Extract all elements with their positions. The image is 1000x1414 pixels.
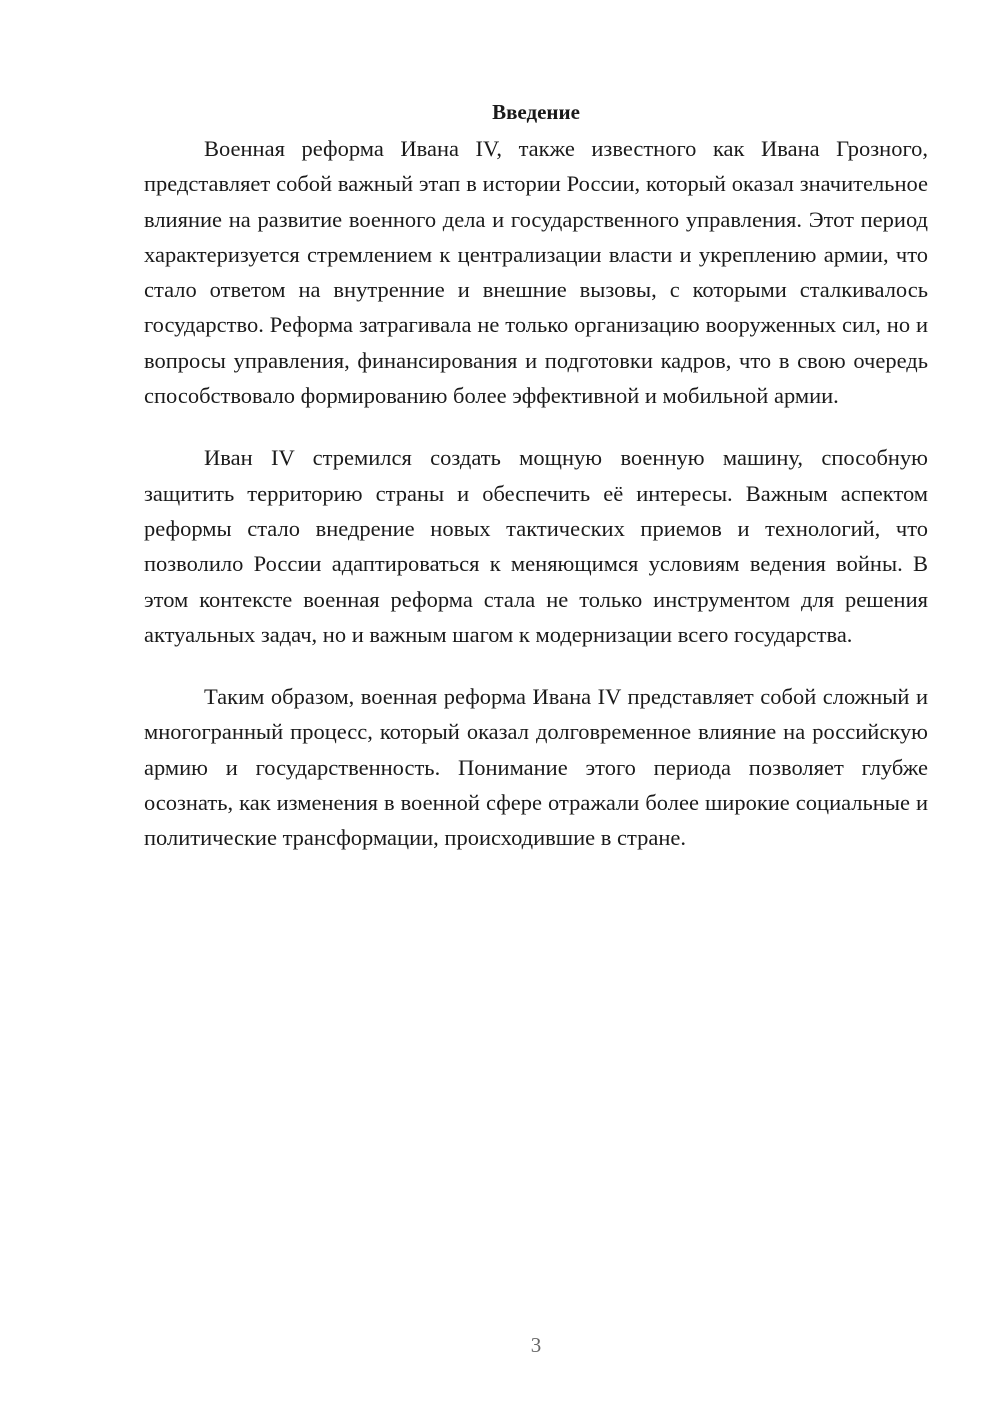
paragraph: Иван IV стремился создать мощную военную машину, способную защитить территорию страны и обеспечить её интересы. Важным аспектом реформы стало внедрение новых тактических приемов и технологий, что позволило России адаптироваться к меняющимся условиям ведения войны. В этом контексте военная реформа стала не только инструментом для решения актуальных задач, но и важным шагом к модернизации всего государства.: [144, 445, 928, 647]
section-heading: Введение: [492, 100, 580, 124]
page-number: 3: [530, 1333, 542, 1357]
paragraph: Таким образом, военная реформа Ивана IV представляет собой сложный и многогранный процесс, который оказал долговременное влияние на российскую армию и государственность. Понимание этого периода позволяет глубже осознать, как изменения в военной сфере отражали более широкие социальные и политические трансформации, происходившие в стране.: [144, 684, 928, 851]
paragraph: Военная реформа Ивана IV, также известного как Ивана Грозного, представляет собой важный этап в истории России, который оказал значительное влияние на развитие военного дела и государственного управления. Этот период характеризуется стремлением к централизации власти и укреплению армии, что стало ответом на внутренние и внешние вызовы, с которыми сталкивалось государство. Реформа затрагивала не только организацию вооруженных сил, но и вопросы управления, финансирования и подготовки кадров, что в свою очередь способствовало формированию более эффективной и мобильной армии.: [144, 136, 928, 409]
page-content: [144, 96, 928, 856]
